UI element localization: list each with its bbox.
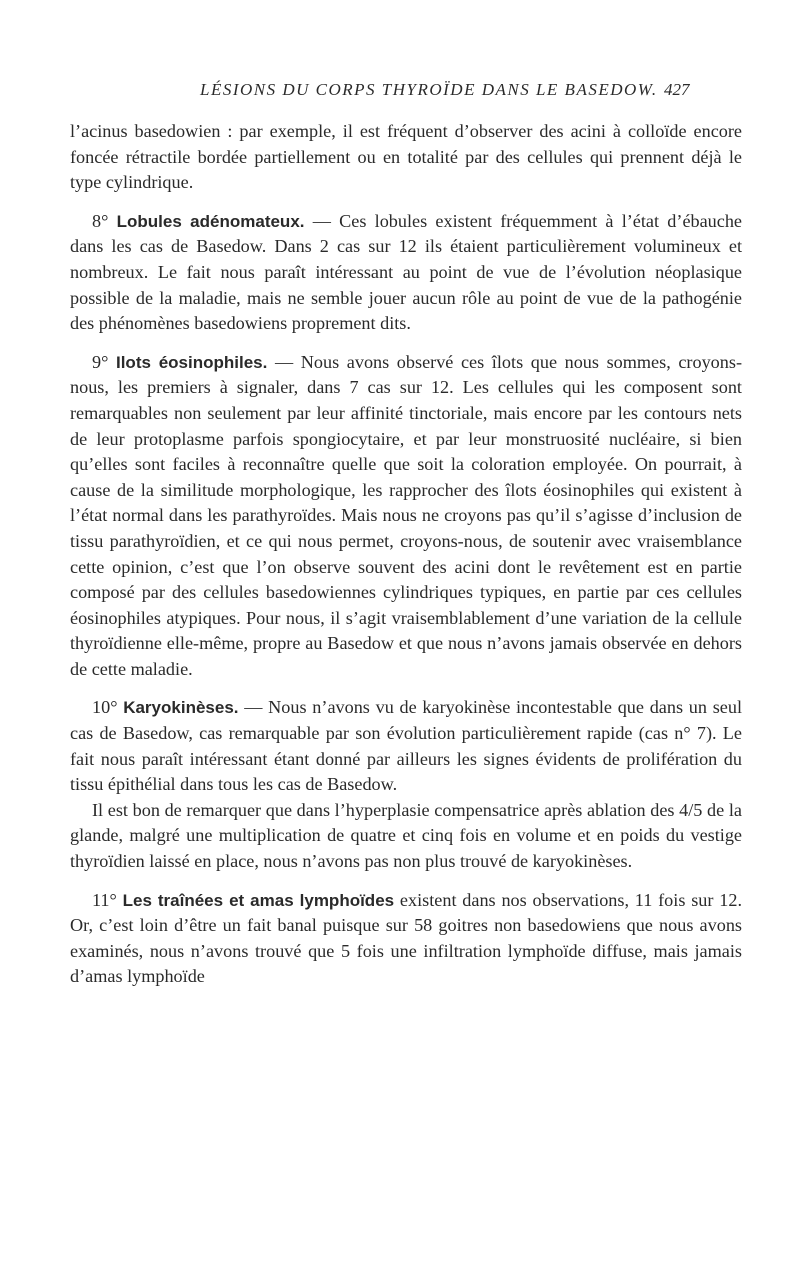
paragraph-karyokineses xyxy=(70,695,742,797)
paragraph-hyperplasie xyxy=(70,798,742,875)
paragraph-trainees-lymphoides xyxy=(70,888,742,990)
paragraph-lobules-adenomateux xyxy=(70,209,742,337)
paragraph-acinus xyxy=(70,119,742,196)
section-number: 11° xyxy=(92,889,117,910)
running-title: LÉSIONS DU CORPS THYROÏDE DANS LE BASEDOW. xyxy=(200,80,658,99)
section-heading: Lobules adénomateux. xyxy=(116,211,305,231)
section-heading: Karyokinèses. xyxy=(123,698,239,718)
section-number: 10° xyxy=(92,697,118,718)
paragraph-text: — Nous n’avons vu de karyokinèse incontestable que dans un seul cas de Basedow, cas remarquable par son évolution particulièrement rapide (cas n° 7). Le fait nous paraît intéressant étant donné par ailleurs les signes évidents de prolifération du tissu épithélial dans tous les cas de Basedow. xyxy=(70,697,742,795)
section-heading: Ilots éosinophiles. xyxy=(115,352,268,372)
paragraph-text: — Nous avons observé ces îlots que nous sommes, croyons-nous, les premiers à signaler, dans 7 cas sur 12. Les cellules qui les composent sont remarquables non seulement par leur affinité tinctoriale, mais encore par les contours nets de leur protoplasme parfois spongiocytaire, et par leur monstruosité nucléaire, si bien qu’elles sont faciles à reconnaître quelle que soit la coloration employée. On pourrait, à cause de la similitude morphologique, les rapprocher des îlots éosinophiles qui existent à l’état normal dans les parathyroïdes. Mais nous ne croyons pas qu’il s’agisse d’inclusion de tissu parathyroïdien, et ce qui nous permet, croyons-nous, de soutenir avec vraisemblance cette opinion, c’est que l’on observe souvent des acini dont le revêtement est en partie composé par des cellules basedowiennes cylindriques typiques, en partie par ces cellules éosinophiles atypiques. Pour nous, il s’agit vraisemblablement d’une variation de la cellule thyroïdienne elle-même, propre au Basedow et que nous n’avons jamais observée en dehors de cette maladie. xyxy=(70,351,742,679)
section-number: 9° xyxy=(92,351,109,372)
paragraph-text: existent dans nos observations, 11 fois sur 12. Or, c’est loin d’être un fait banal puisque sur 58 goitres non basedowiens que nous avons examinés, nous n’avons trouvé que 5 fois une infiltration lymphoïde diffuse, mais jamais d’amas lymphoïde xyxy=(70,889,742,987)
section-heading: Les traînées et amas lymphoïdes xyxy=(122,890,395,910)
page-number: 427 xyxy=(664,80,690,99)
paragraph-text: l’acinus basedowien : par exemple, il est fréquent d’observer des acini à colloïde encore foncée rétractile bordée partiellement ou en totalité par des cellules qui prennent déjà le type cylindrique. xyxy=(70,121,742,193)
body-text xyxy=(70,119,742,1003)
paragraph-text: Il est bon de remarquer que dans l’hyperplasie compensatrice après ablation des 4/5 de la glande, malgré une multiplication de quatre et cinq fois en volume et en poids du vestige thyroïdien laissé en place, nous n’avons pas non plus trouvé de karyokinèses. xyxy=(70,799,742,872)
section-number: 8° xyxy=(92,210,109,231)
paragraph-text: — Ces lobules existent fréquemment à l’état d’ébauche dans les cas de Basedow. Dans 2 cas sur 12 ils étaient particulièrement volumineux et nombreux. Le fait nous paraît intéressant au point de vue de l’évolution néoplasique possible de la maladie, mais ne semble jouer aucun rôle au point de vue de la pathogénie des phénomènes basedowiens proprement dits. xyxy=(70,210,743,334)
paragraph-ilots-eosinophiles xyxy=(70,350,742,683)
